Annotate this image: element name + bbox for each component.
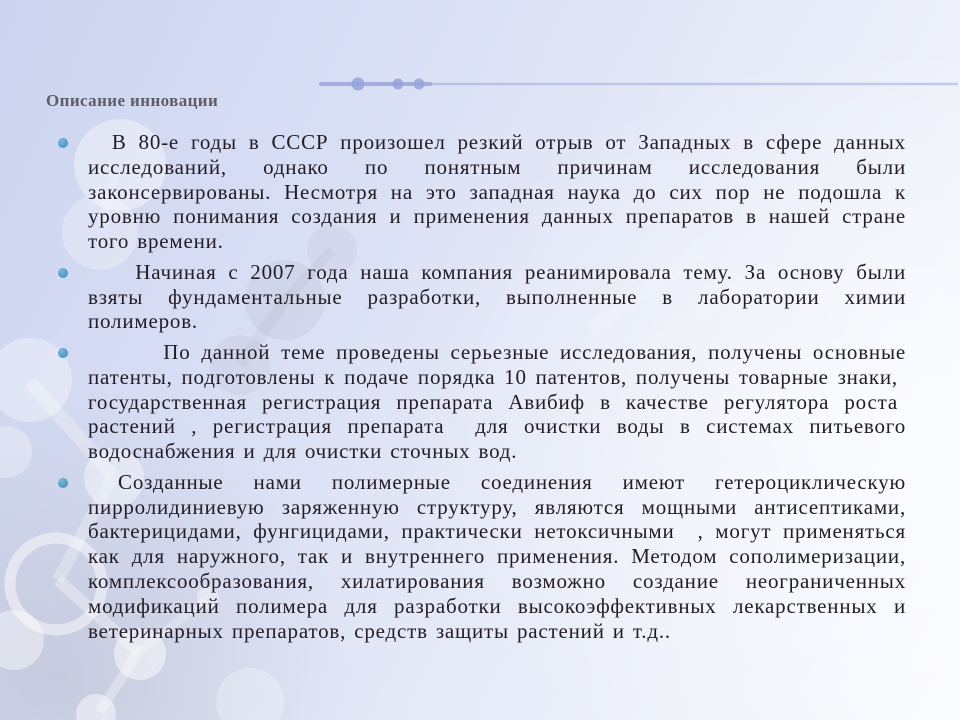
bullet-dot-icon xyxy=(56,340,88,464)
bullet-text: Созданные нами полимерные соединения имеют гетероциклическую пирролидиниевую заряженную структуру, являются мощными антисептиками, бактерицидами, фунгицидами, практически нетоксичными , могут применяться как для наружного, так и внутреннего применения. Методом сополимеризации, комплексообразования, хилатирования возможно создание неограниченных модификаций полимера для разработки высокоэффективных лекарственных и ветеринарных препаратов, средств защиты растений и т.д.. xyxy=(88,469,906,643)
accent-dot-icon xyxy=(393,79,404,90)
accent-dot-icon xyxy=(352,78,365,91)
bullet-dot-icon xyxy=(56,130,88,254)
accent-dot-icon xyxy=(414,79,425,90)
bullet-item xyxy=(56,130,906,254)
slide-title: Описание инновации xyxy=(46,91,219,110)
header-accent-line xyxy=(318,76,960,92)
bullet-text: По данной теме проведены серьезные исследования, получены основные патенты, подготовлены к подаче порядка 10 патентов, получены товарные знаки, государственная регистрация препарата Авибиф в качестве регулятора роста растений , регистрация препарата для очистки воды в системах питьевого водоснабжения и для очистки сточных вод. xyxy=(88,340,906,464)
bullet-list xyxy=(56,130,906,649)
bullet-item xyxy=(56,340,906,464)
bullet-dot-icon xyxy=(56,470,88,643)
bullet-dot-icon xyxy=(56,260,88,334)
bullet-item xyxy=(56,260,906,334)
bullet-text: В 80-е годы в СССР произошел резкий отрыв от Западных в сфере данных исследований, однако по понятным причинам исследования были законсервированы. Несмотря на это западная наука до сих пор не подошла к уровню понимания создания и применения данных препаратов в нашей стране того времени. xyxy=(88,130,906,254)
bullet-item xyxy=(56,470,906,643)
bullet-text: Начиная с 2007 года наша компания реанимировала тему. За основу были взяты фундаментальные разработки, выполненные в лаборатории химии полимеров. xyxy=(88,259,906,334)
